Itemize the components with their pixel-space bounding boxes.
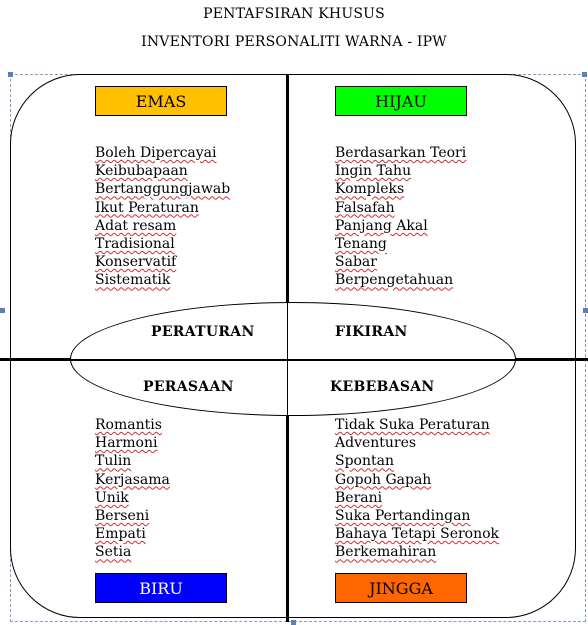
list-item: Panjang Akal xyxy=(335,217,428,234)
resize-handle-bottom[interactable] xyxy=(291,620,296,625)
list-item: Tradisional xyxy=(95,236,175,253)
page-title: PENTAFSIRAN KHUSUS xyxy=(203,6,385,22)
list-item: Bahaya Tetapi Seronok xyxy=(335,526,500,543)
resize-handle-top-left[interactable] xyxy=(8,72,13,77)
list-item: Gopoh Gapah xyxy=(335,471,432,488)
list-item: Berkemahiran xyxy=(335,544,437,561)
list-item: Sabar xyxy=(335,254,377,271)
label-box-biru: BIRU xyxy=(95,573,227,603)
page-subtitle: INVENTORI PERSONALITI WARNA - IPW xyxy=(141,34,447,50)
list-item: Ikut Peraturan xyxy=(95,199,199,216)
list-item: Setia xyxy=(95,544,132,561)
trait-list-biru xyxy=(95,416,170,562)
list-item: Suka Pertandingan xyxy=(335,508,471,525)
list-item: Sistematik xyxy=(95,272,171,289)
list-item: Bertanggungjawab xyxy=(95,181,231,198)
trait-list-jingga xyxy=(335,416,499,562)
resize-handle-left[interactable] xyxy=(0,308,5,313)
trait-list-emas xyxy=(95,144,230,290)
list-item: Konservatif xyxy=(95,254,177,271)
list-item: Kerjasama xyxy=(95,471,170,488)
list-item: Tulin xyxy=(95,453,132,470)
label-box-hijau: HIJAU xyxy=(335,86,467,116)
list-item: Empati xyxy=(95,526,146,543)
resize-handle-right[interactable] xyxy=(583,308,588,313)
list-item: Berpengetahuan xyxy=(335,272,454,289)
trait-list-hijau xyxy=(335,144,466,290)
center-label-fikiran: FIKIRAN xyxy=(335,324,408,340)
center-label-peraturan: PERATURAN xyxy=(151,324,255,340)
list-item: Tidak Suka Peraturan xyxy=(335,417,490,433)
list-item: Unik xyxy=(95,489,129,506)
list-item: Adat resam xyxy=(95,217,177,234)
center-label-perasaan: PERASAAN xyxy=(143,379,234,395)
list-item: Adventures xyxy=(335,435,417,452)
center-label-kebebasan: KEBEBASAN xyxy=(330,379,435,395)
list-item: Ingin Tahu xyxy=(335,163,412,180)
list-item: Romantis xyxy=(95,417,162,433)
list-item: Keibubapaan xyxy=(95,163,188,180)
list-item: Berdasarkan Teori xyxy=(335,145,467,161)
list-item: Boleh Dipercayai xyxy=(95,145,217,161)
list-item: Berani xyxy=(335,489,383,506)
list-item: Tenang xyxy=(335,236,387,253)
list-item: Berseni xyxy=(95,508,150,525)
list-item: Harmoni xyxy=(95,435,158,452)
label-box-jingga: JINGGA xyxy=(335,573,467,603)
label-box-emas: EMAS xyxy=(95,86,227,116)
list-item: Spontan xyxy=(335,453,394,470)
resize-handle-top-right[interactable] xyxy=(582,72,587,77)
list-item: Kompleks xyxy=(335,181,405,198)
ellipse-horizontal-divider xyxy=(70,359,516,361)
list-item: Falsafah xyxy=(335,199,395,216)
